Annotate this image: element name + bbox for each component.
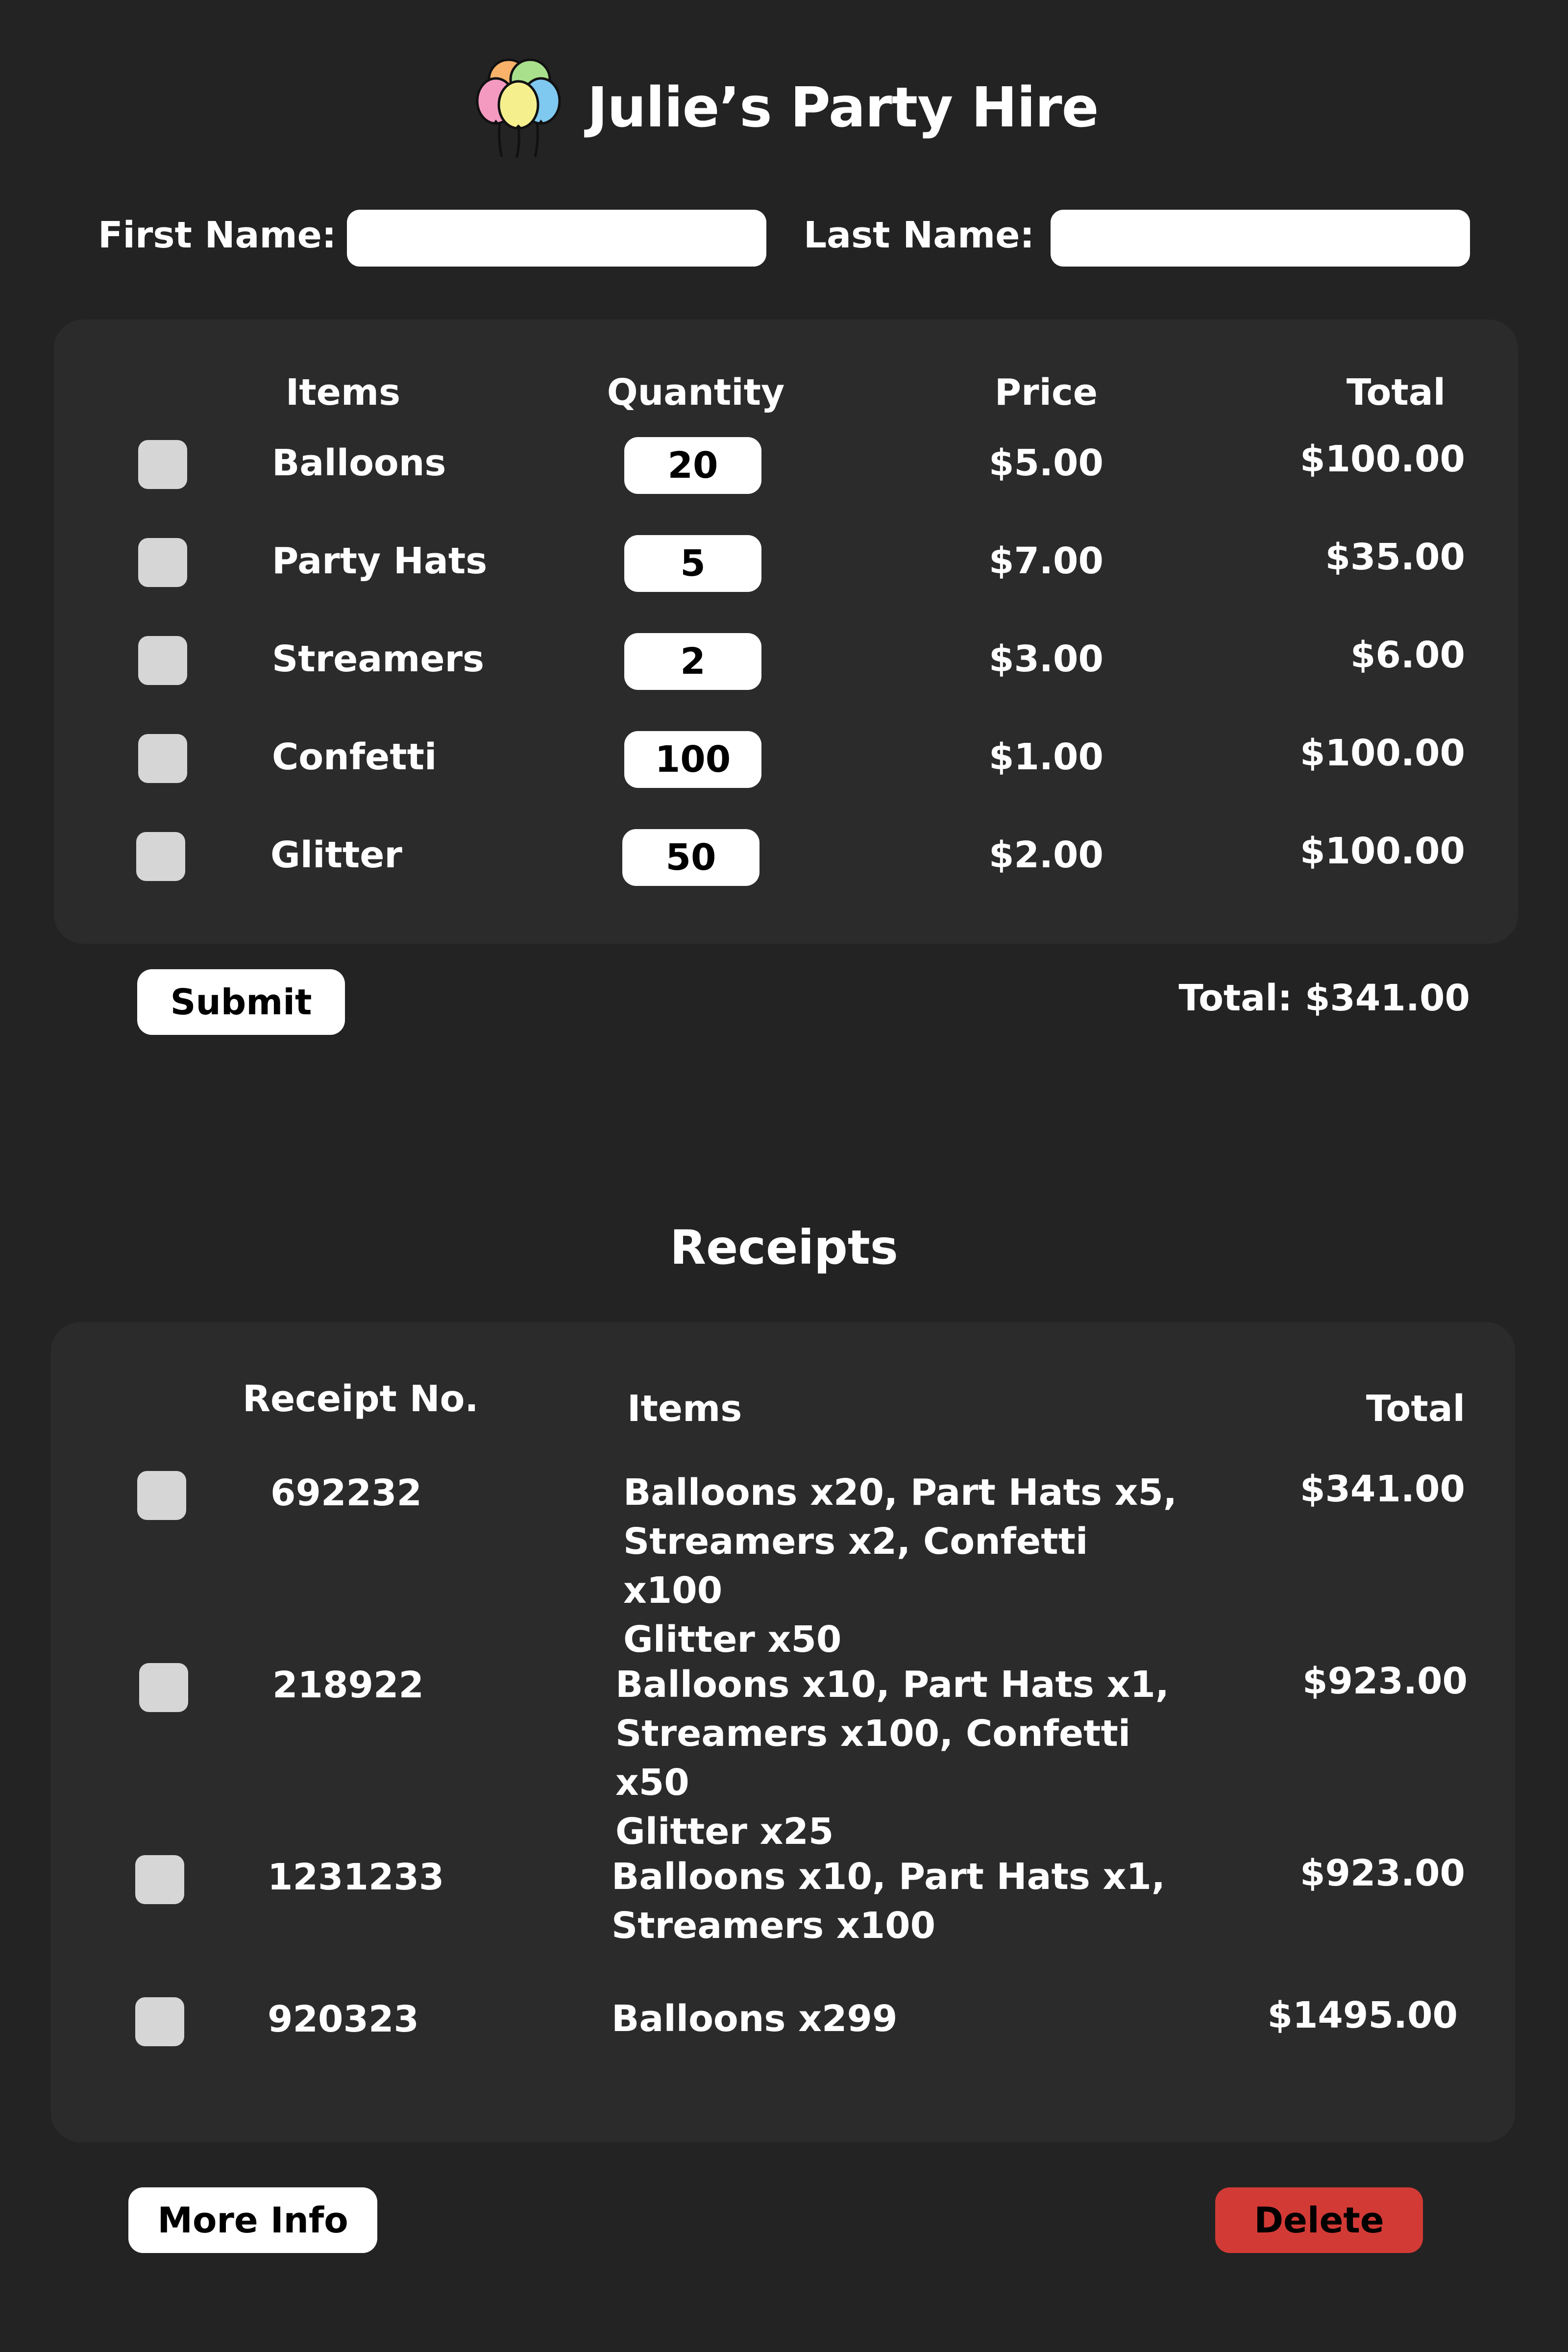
receipt-items-line: Glitter x50 — [623, 1618, 842, 1661]
first-name-label: First Name: — [98, 214, 337, 256]
receipt-number: 692232 — [270, 1472, 422, 1514]
order-item-price: $2.00 — [988, 834, 1104, 876]
delete-button[interactable]: Delete — [1215, 2187, 1423, 2253]
order-item-price: $7.00 — [988, 540, 1104, 582]
receipt-row-checkbox[interactable] — [135, 1997, 184, 2046]
receipt-row-checkbox[interactable] — [139, 1663, 188, 1712]
quantity-input[interactable]: 20 — [624, 437, 761, 494]
receipt-items — [612, 1852, 1175, 1950]
quantity-input[interactable]: 2 — [624, 633, 761, 690]
order-item-price: $5.00 — [988, 442, 1104, 484]
order-row-checkbox[interactable] — [136, 832, 185, 881]
receipt-items-line: Balloons x10, Part Hats x1, — [615, 1664, 1170, 1706]
order-header-items: Items — [285, 371, 401, 414]
order-item-total: $35.00 — [1325, 536, 1465, 578]
order-row-checkbox[interactable] — [138, 538, 187, 587]
order-row-checkbox[interactable] — [138, 440, 187, 489]
receipt-items-line: Glitter x25 — [615, 1811, 834, 1853]
receipt-items-line: Balloons x299 — [612, 1998, 898, 2040]
quantity-input[interactable]: 100 — [624, 731, 761, 788]
receipt-total: $1495.00 — [1267, 1994, 1458, 2036]
order-item-price: $1.00 — [988, 736, 1104, 778]
receipt-number: 218922 — [272, 1664, 424, 1706]
receipt-items — [615, 1660, 1179, 1856]
app-header — [0, 54, 1568, 162]
quantity-input[interactable]: 50 — [622, 829, 760, 886]
order-item-name: Glitter — [270, 834, 402, 876]
first-name-input[interactable] — [347, 210, 766, 267]
receipts-header-items: Items — [627, 1388, 742, 1430]
receipts-title: Receipts — [670, 1220, 898, 1275]
receipt-row-checkbox[interactable] — [137, 1471, 186, 1520]
order-item-total: $100.00 — [1299, 830, 1465, 872]
receipt-items-line: Streamers x100, Confetti x50 — [615, 1713, 1131, 1804]
last-name-label: Last Name: — [804, 214, 1035, 256]
order-item-name: Confetti — [272, 736, 437, 778]
receipt-items-line: Balloons x20, Part Hats x5, — [623, 1471, 1177, 1514]
quantity-input[interactable]: 5 — [624, 535, 761, 592]
receipt-total: $341.00 — [1299, 1468, 1465, 1510]
order-header-quantity: Quantity — [607, 371, 785, 414]
receipt-items-line: Balloons x10, Part Hats x1, — [612, 1856, 1166, 1898]
order-row-checkbox[interactable] — [138, 734, 187, 783]
receipt-number: 1231233 — [268, 1856, 444, 1898]
receipt-total: $923.00 — [1302, 1660, 1468, 1702]
last-name-input[interactable] — [1051, 210, 1470, 267]
order-item-name: Streamers — [272, 638, 485, 680]
order-item-total: $100.00 — [1299, 438, 1465, 480]
order-grand-total: Total: $341.00 — [1178, 977, 1470, 1019]
order-item-name: Balloons — [272, 442, 446, 484]
order-item-price: $3.00 — [988, 638, 1104, 680]
order-row-checkbox[interactable] — [138, 636, 187, 685]
receipt-items — [623, 1468, 1187, 1664]
submit-button[interactable]: Submit — [137, 969, 345, 1035]
receipt-number: 920323 — [268, 1998, 419, 2040]
receipt-total: $923.00 — [1299, 1852, 1465, 1894]
order-item-name: Party Hats — [272, 540, 488, 582]
order-item-total: $6.00 — [1350, 634, 1465, 676]
receipts-header-receipt-no: Receipt No. — [243, 1378, 479, 1420]
receipt-row-checkbox[interactable] — [135, 1855, 184, 1904]
receipt-items-line: Streamers x100 — [612, 1905, 936, 1947]
order-item-total: $100.00 — [1299, 732, 1465, 774]
order-header-price: Price — [994, 371, 1098, 414]
receipt-items — [612, 1994, 1175, 2043]
balloons-logo-icon — [469, 54, 567, 162]
receipt-items-line: Streamers x2, Confetti x100 — [623, 1520, 1088, 1612]
order-header-total: Total — [1346, 371, 1446, 414]
app-title: Julie’s Party Hire — [587, 76, 1099, 140]
receipts-header-total: Total — [1366, 1388, 1465, 1430]
more-info-button[interactable]: More Info — [128, 2187, 377, 2253]
